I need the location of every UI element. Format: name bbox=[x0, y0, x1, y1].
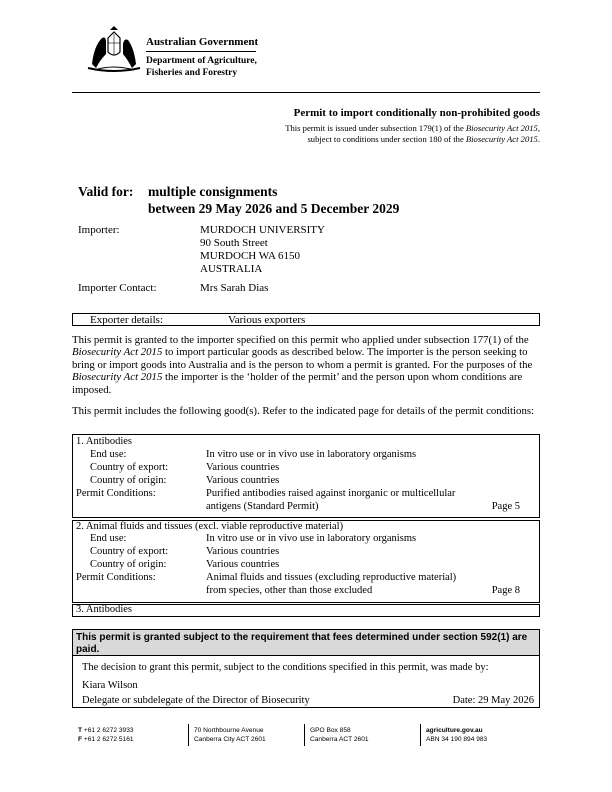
footer-postal-address: GPO Box 858 Canberra ACT 2601 bbox=[310, 727, 369, 743]
goods-item-title: 1. Antibodies bbox=[76, 436, 133, 447]
page-reference: Page 8 bbox=[491, 585, 520, 596]
fee-notice-text: This permit is granted subject to the requirement that fees determined under section 592(1) are paid. bbox=[76, 632, 528, 655]
footer-divider bbox=[420, 724, 421, 746]
importer-country: AUSTRALIA bbox=[200, 263, 263, 275]
importer-name: MURDOCH UNIVERSITY bbox=[200, 224, 325, 236]
permit-conditions-line2: from species, other than those excluded bbox=[206, 585, 373, 596]
country-export-label: Country of export: bbox=[90, 462, 169, 473]
permit-conditions-line1: Purified antibodies raised against inorganic or multicellular bbox=[206, 488, 456, 499]
footer-contact: T +61 2 6272 3933 F +61 2 6272 5161 bbox=[78, 727, 134, 743]
permit-title: Permit to import conditionally non-prohibited goods bbox=[293, 107, 540, 119]
page-reference: Page 5 bbox=[491, 501, 520, 512]
importer-label: Importer: bbox=[78, 224, 120, 236]
end-use-value: In vitro use or in vivo use in laboratory organisms bbox=[206, 533, 417, 544]
valid-for-consignments: multiple consignments bbox=[148, 184, 278, 199]
end-use-label: End use: bbox=[90, 449, 127, 460]
goods-item-box bbox=[72, 604, 540, 617]
exporter-value: Various exporters bbox=[228, 314, 306, 326]
footer-street-address: 70 Northbourne Avenue Canberra City ACT 2601 bbox=[194, 727, 266, 743]
country-export-value: Various countries bbox=[206, 462, 280, 473]
website-link[interactable]: agriculture.gov.au bbox=[426, 727, 483, 734]
decision-statement: The decision to grant this permit, subject to the conditions specified in this permit, was made by: bbox=[82, 662, 489, 673]
top-rule bbox=[72, 92, 540, 93]
goods-item-title: 3. Antibodies bbox=[76, 604, 133, 615]
country-export-label: Country of export: bbox=[90, 546, 169, 557]
country-origin-label: Country of origin: bbox=[90, 559, 167, 570]
end-use-label: End use: bbox=[90, 533, 127, 544]
coat-of-arms-icon bbox=[84, 24, 144, 74]
permit-conditions-label: Permit Conditions: bbox=[76, 572, 156, 583]
delegate-title: Delegate or subdelegate of the Director of Biosecurity bbox=[82, 695, 310, 706]
country-export-value: Various countries bbox=[206, 546, 280, 557]
end-use-value: In vitro use or in vivo use in laboratory organisms bbox=[206, 449, 417, 460]
permit-conditions-line1: Animal fluids and tissues (excluding reproductive material) bbox=[206, 572, 457, 583]
department-name-line2: Fisheries and Forestry bbox=[146, 68, 238, 78]
permit-subtitle-line2: subject to conditions under section 180 of the Biosecurity Act 2015. bbox=[307, 134, 540, 144]
exporter-label: Exporter details: bbox=[90, 314, 164, 326]
goods-intro-paragraph: This permit includes the following good(s). Refer to the indicated page for details of the permit conditions: bbox=[72, 405, 535, 417]
country-origin-value: Various countries bbox=[206, 559, 280, 570]
footer-website: agriculture.gov.au ABN 34 190 894 983 bbox=[426, 727, 488, 743]
permit-conditions-line2: antigens (Standard Permit) bbox=[206, 501, 319, 512]
department-name-line1: Department of Agriculture, bbox=[146, 56, 257, 66]
goods-item-title: 2. Animal fluids and tissues (excl. viable reproductive material) bbox=[76, 521, 344, 532]
footer-divider bbox=[304, 724, 305, 746]
importer-street: 90 South Street bbox=[200, 237, 268, 249]
importer-contact: Mrs Sarah Dias bbox=[200, 282, 269, 294]
permit-subtitle-line1: This permit is issued under subsection 179(1) of the Biosecurity Act 2015, bbox=[285, 123, 540, 133]
permit-description-paragraph: This permit is granted to the importer specified on this permit who applied under subsection 177(1) of the Biosecurity Act 2015 to import particular goods as described below. The importer is the person seeking to bring or import goods into Australia and is the person to whom a permit is granted. For the purposes of the Biosecurity Act 2015 the importer is the ‘holder of the permit’ and the person upon whom conditions are imposed. bbox=[72, 334, 533, 396]
valid-for-dates: between 29 May 2026 and 5 December 2029 bbox=[148, 201, 400, 216]
permit-conditions-label: Permit Conditions: bbox=[76, 488, 156, 499]
footer-divider bbox=[188, 724, 189, 746]
government-name: Australian Government bbox=[146, 36, 259, 48]
country-origin-value: Various countries bbox=[206, 475, 280, 486]
valid-for-label: Valid for: bbox=[78, 184, 134, 199]
importer-city: MURDOCH WA 6150 bbox=[200, 250, 301, 262]
decision-date: Date: 29 May 2026 bbox=[452, 695, 534, 706]
signer-name: Kiara Wilson bbox=[82, 680, 138, 691]
country-origin-label: Country of origin: bbox=[90, 475, 167, 486]
header-divider bbox=[146, 51, 256, 52]
importer-contact-label: Importer Contact: bbox=[78, 282, 157, 294]
